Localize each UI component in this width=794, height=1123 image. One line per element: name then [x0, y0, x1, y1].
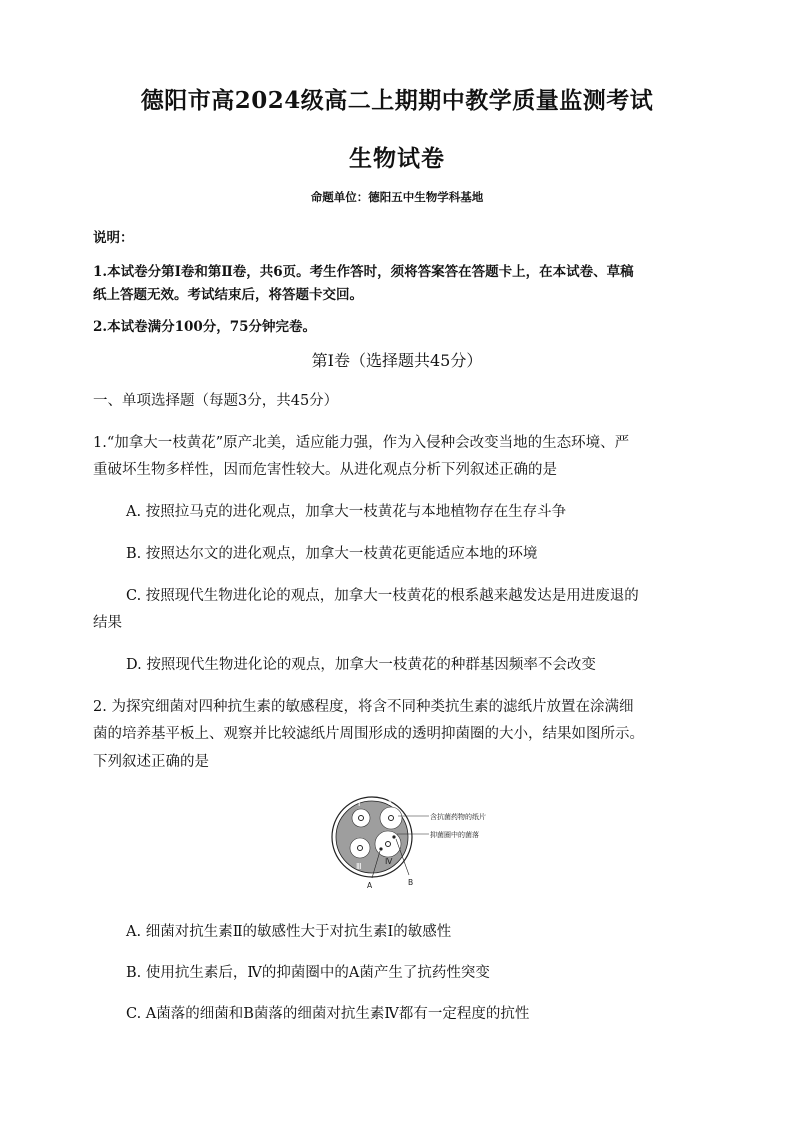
petri-dish-figure	[325, 790, 525, 900]
section-title: 一、单项选择题（每题3分，共45分）	[93, 393, 339, 409]
q1-stem-line-2: 重破坏生物多样性，因而危害性较大。从进化观点分析下列叙述正确的是	[93, 462, 557, 478]
petri-dish	[332, 797, 412, 877]
colony-b	[392, 835, 395, 838]
inhibition-zone-iii	[350, 838, 370, 858]
label-a: A	[367, 881, 373, 890]
label-iii: Ⅲ	[356, 862, 362, 871]
notes-label: 说明：	[93, 230, 134, 246]
label-paper: 含抗菌药物的纸片	[430, 813, 486, 821]
q2-stem-line-1: 2. 为探究细菌对四种抗生素的敏感程度，将含不同种类抗生素的滤纸片放置在涂满细	[93, 699, 634, 715]
q1-stem-line-1: 1.“加拿大一枝黄花”原产北美，适应能力强，作为入侵种会改变当地的生态环境、严	[93, 435, 630, 451]
exam-title: 德阳市高2024级高二上期期中教学质量监测考试	[140, 87, 654, 114]
note-2: 2.本试卷满分100分，75分钟完卷。	[93, 319, 317, 335]
q1-option-a: A. 按照拉马克的进化观点，加拿大一枝黄花与本地植物存在生存斗争	[126, 504, 567, 520]
label-i: Ⅰ	[358, 799, 361, 808]
inhibition-zone-i	[352, 809, 370, 827]
q2-option-a: A. 细菌对抗生素Ⅱ的敏感性大于对抗生素Ⅰ的敏感性	[126, 924, 452, 940]
label-ii: Ⅱ	[388, 798, 392, 807]
q1-option-b: B. 按照达尔文的进化观点，加拿大一枝黄花更能适应本地的环境	[126, 546, 538, 562]
label-b: B	[408, 878, 414, 887]
exam-subtitle: 生物试卷	[349, 145, 445, 172]
q1-option-c-line-1: C. 按照现代生物进化论的观点，加拿大一枝黄花的根系越来越发达是用进废退的	[126, 588, 639, 604]
label-iv: Ⅳ	[385, 857, 393, 866]
author-unit: 命题单位：德阳五中生物学科基地	[310, 190, 484, 204]
inhibition-zone-ii	[380, 807, 402, 829]
q1-option-c-line-2: 结果	[93, 615, 122, 631]
label-colony: 抑菌圈中的菌落	[430, 831, 479, 839]
colony-a	[379, 847, 382, 850]
q2-option-c: C. A菌落的细菌和B菌落的细菌对抗生素Ⅳ都有一定程度的抗性	[126, 1006, 530, 1022]
inhibition-zone-iv	[375, 831, 401, 857]
part-1-title: 第Ⅰ卷（选择题共45分）	[311, 351, 483, 370]
q2-stem-line-3: 下列叙述正确的是	[93, 754, 209, 770]
q2-option-b: B. 使用抗生素后，Ⅳ的抑菌圈中的A菌产生了抗药性突变	[126, 965, 490, 981]
q1-option-d: D. 按照现代生物进化论的观点，加拿大一枝黄花的种群基因频率不会改变	[126, 657, 596, 673]
q2-stem-line-2: 菌的培养基平板上、观察并比较滤纸片周围形成的透明抑菌圈的大小，结果如图所示。	[93, 726, 644, 742]
note-1-line-2: 纸上答题无效。考试结束后，将答题卡交回。	[93, 287, 363, 303]
note-1-line-1: 1.本试卷分第Ⅰ卷和第Ⅱ卷，共6页。考生作答时，须将答案答在答题卡上，在本试卷、草稿	[93, 264, 634, 280]
